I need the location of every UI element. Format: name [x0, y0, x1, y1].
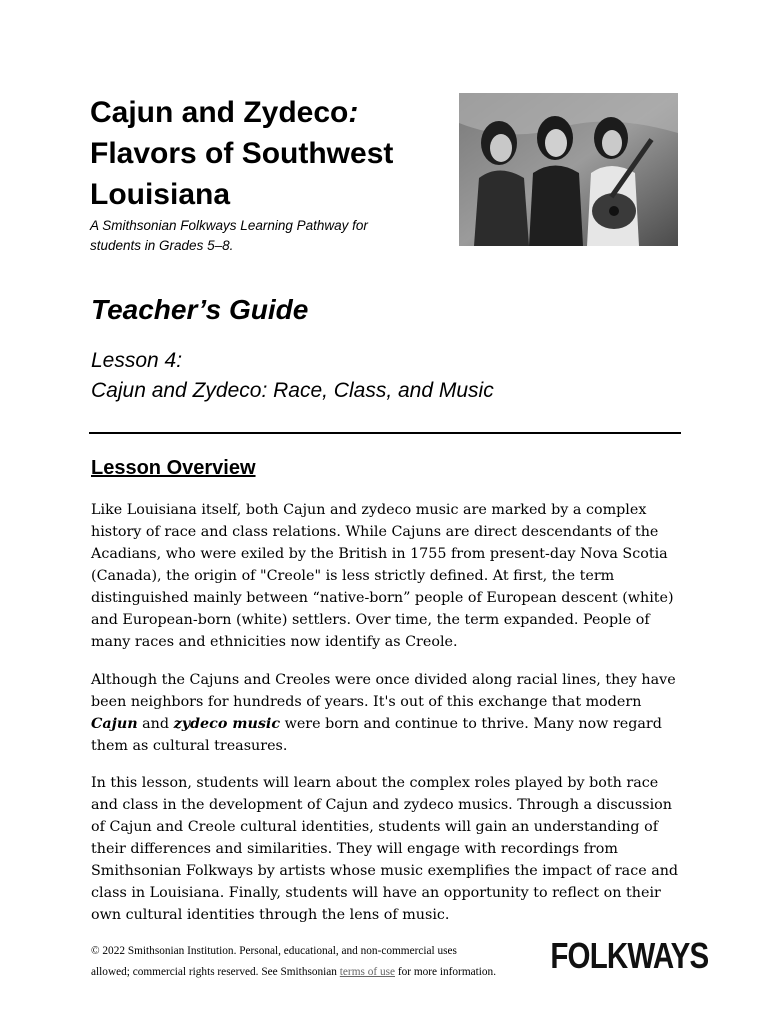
rights-line: [91, 962, 551, 983]
p3-line: Smithsonian Folkways by artists whose music exemplifies the impact of race and: [91, 863, 679, 879]
p2-line: [91, 713, 686, 735]
p3-line: their differences and similarities. They will engage with recordings from: [91, 841, 618, 857]
title-line-3: Louisiana: [90, 178, 231, 211]
folkways-logo-text: FOLKWAYS: [549, 935, 709, 976]
p2-line: them as cultural treasures.: [91, 738, 288, 754]
p3-line: and class in the development of Cajun and zydeco musics. Through a discussion: [91, 797, 672, 813]
document-subtitle: [90, 216, 420, 256]
lesson-title: [91, 346, 691, 406]
title-line-1: [90, 92, 430, 133]
p1-line: Like Louisiana itself, both Cajun and zydeco music are marked by a complex: [91, 502, 647, 518]
p1-line: many races and ethnicities now identify as Creole.: [91, 634, 458, 650]
three-women-with-mandolin-photo-icon: [459, 93, 678, 246]
rights-text-end: for more information.: [395, 966, 497, 978]
overview-paragraph-1: [91, 499, 686, 653]
p1-line: history of race and class relations. While Cajuns are direct descendants of the: [91, 524, 659, 540]
terms-of-use-link[interactable]: terms of use: [339, 966, 395, 978]
subtitle-line-2: students in Grades 5–8.: [90, 238, 234, 253]
p1-line: (Canada), the origin of "Creole" is less strictly defined. At first, the term: [91, 568, 615, 584]
lesson-number: Lesson 4:: [91, 349, 183, 372]
header-photo: [459, 93, 678, 246]
emphasis-zydeco-music: zydeco music: [173, 716, 281, 732]
subtitle-line-1: A Smithsonian Folkways Learning Pathway for: [90, 218, 368, 233]
p2-rest: were born and continue to thrive. Many now regard: [280, 716, 662, 732]
teachers-guide-heading: Teacher’s Guide: [91, 294, 309, 325]
p3-line: In this lesson, students will learn about the complex roles played by both race: [91, 775, 659, 791]
p2-line: been neighbors for hundreds of years. It's out of this exchange that modern: [91, 694, 642, 710]
lesson-name: Cajun and Zydeco: Race, Class, and Music: [91, 379, 494, 402]
p1-line: and European-born (white) settlers. Over time, the term expanded. People of: [91, 612, 650, 628]
copyright-footer: [91, 941, 551, 983]
copyright-line: © 2022 Smithsonian Institution. Personal, educational, and non-commercial uses: [91, 945, 457, 957]
p1-line: Acadians, who were exiled by the British in 1755 from present-day Nova Scotia: [91, 546, 668, 562]
p3-line: class in Louisiana. Finally, students will have an opportunity to reflect on their: [91, 885, 661, 901]
title-line-2: Flavors of Southwest: [90, 137, 394, 170]
lesson-overview-heading: Lesson Overview: [91, 457, 256, 479]
p2-line: Although the Cajuns and Creoles were once divided along racial lines, they have: [91, 672, 676, 688]
emphasis-cajun: Cajun: [91, 716, 138, 732]
horizontal-rule: [89, 432, 681, 434]
title-text-1: Cajun and Zydeco: [90, 96, 349, 129]
document-title: [90, 92, 430, 215]
p3-line: own cultural identities through the lens of music.: [91, 907, 450, 923]
p1-line: distinguished mainly between “native-born” people of European descent (white): [91, 590, 674, 606]
rights-text: allowed; commercial rights reserved. See Smithsonian: [91, 966, 340, 978]
overview-paragraph-2: [91, 669, 686, 757]
overview-paragraph-3: [91, 772, 686, 926]
p3-line: of Cajun and Creole cultural identities, students will gain an understanding of: [91, 819, 658, 835]
p2-and: and: [137, 716, 174, 732]
folkways-logo: [549, 933, 709, 979]
title-colon: :: [348, 96, 359, 129]
